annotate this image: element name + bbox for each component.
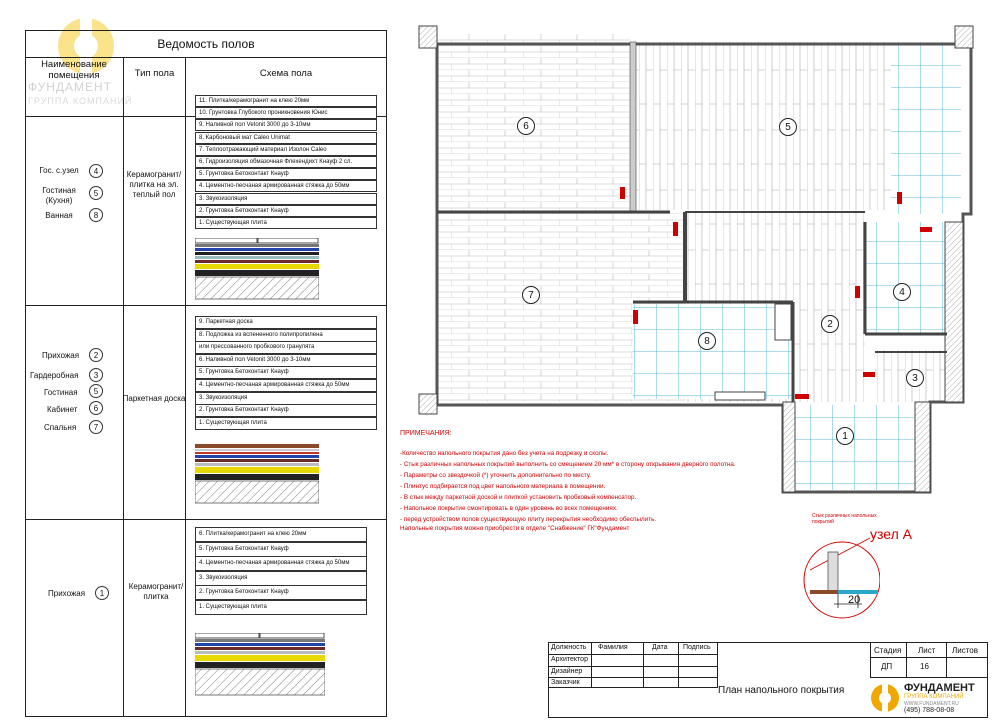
room-number-badge: 5 [89, 186, 103, 200]
stamp-header-date: Дата [652, 644, 668, 651]
note-line: - В стык между паркетной доской и плиткой установить пробковый компенсатор. [400, 494, 637, 501]
room-number-badge: 6 [89, 401, 103, 415]
layer-row: 2. Грунтовка Бетоконтакт Кнауф [195, 585, 367, 600]
note-line: - Параметры со звездочкой (*) уточнить дополнительно по месту. [400, 472, 591, 479]
note-line: - Напольное покрытие смонтировать в один уровень во всех помещениях. [400, 505, 618, 512]
layer-row: 9. Паркетная доска [195, 316, 377, 329]
stamp-header-stage: Стадия [874, 646, 902, 655]
layer-row: 6. Гидроизоляция обмазочная Флехендихт Кнауф 2 сл. [195, 156, 377, 168]
node-detail-drawing [800, 530, 880, 620]
col-header-rooms: Наименование помещения [41, 59, 107, 81]
sheet-title: План напольного покрытия [718, 685, 845, 696]
stamp-logo-site: WWW.FUNDAMENT.RU [904, 701, 959, 707]
layer-row: 6. Плитка/керамогранит на клею 20мм [195, 527, 367, 542]
room-name: Ванная [45, 211, 73, 220]
node-title: узел А [870, 526, 912, 542]
stamp-header-sign: Подпись [683, 644, 711, 651]
floor-type: Керамогранит/ плитка [128, 582, 184, 601]
note-line: - Стык различных напольных покрытий выполнить со смещением 20 мм* в сторону открывания дверного полотна. [400, 461, 736, 468]
layer-row: 3. Звукоизоляция [195, 193, 377, 205]
room-name: Гардеробная [30, 371, 79, 380]
node-caption: Стык различных напольных покрытий [812, 513, 877, 525]
layer-row: 3. Звукоизоляция [195, 571, 367, 586]
layer-row: 4. Цементно-песчаная армированная стяжка до 50мм [195, 379, 377, 392]
plan-room-5: 5 [779, 118, 797, 136]
stamp-logo-sub: ГРУППА КОМПАНИЙ [904, 694, 964, 700]
room-number-badge: 7 [89, 420, 103, 434]
room-name: Гос. с.узел [39, 166, 79, 175]
layer-row: 5. Грунтовка Бетоконтакт Кнауф [195, 366, 377, 379]
plan-room-2: 2 [821, 315, 839, 333]
plan-room-7: 7 [522, 286, 540, 304]
room-name: Прихожая [48, 589, 86, 598]
layer-row: 9. Наливной пол Vetonit 3000 до 3-10мм [195, 119, 377, 131]
layer-row: 5. Грунтовка Бетоконтакт Кнауф [195, 168, 377, 180]
plan-room-4: 4 [893, 283, 911, 301]
note-line: -Количество напольного покрытия дано без учета на подрезку и сколы. [400, 450, 609, 457]
floor-section-drawing [195, 238, 319, 300]
room-number-badge: 3 [89, 368, 103, 382]
stamp-header-role: Должность [551, 644, 587, 651]
layer-row: 8. Подложка из вспененного полипропилена [195, 329, 377, 342]
notes-title: ПРИМЕЧАНИЯ: [400, 430, 452, 437]
layer-row: 4. Цементно-песчаная армированная стяжка до 50мм [195, 556, 367, 571]
layer-row: 7. Теплоотражающий материал Изолон Caleo [195, 144, 377, 156]
logo-text: ФУНДАМЕНТ [28, 80, 112, 94]
layer-row: 1. Существующая плита [195, 417, 377, 430]
layer-row: 2. Грунтовка Бетоконтакт Кнауф [195, 205, 377, 217]
room-name: Спальня [44, 423, 77, 432]
logo-icon [870, 683, 900, 713]
logo-subtext: ГРУППА КОМПАНИЙ [28, 96, 133, 106]
room-number-badge: 2 [89, 348, 103, 362]
room-name: Кабинет [47, 405, 78, 414]
layer-row: 1. Существующая плита [195, 600, 367, 615]
col-header-type: Тип пола [134, 68, 175, 79]
stamp-logo-phone: (495) 788-08-08 [904, 707, 955, 714]
stamp-header-surname: Фамилия [598, 644, 628, 651]
floor-plan [415, 22, 975, 500]
schedule-title: Ведомость полов [157, 37, 255, 51]
floor-section-drawing [195, 444, 319, 504]
layer-row: 4. Цементно-песчаная армированная стяжка до 50мм [195, 180, 377, 192]
stamp-logo-name: ФУНДАМЕНТ [904, 682, 975, 694]
layer-row: 10. Грунтовка Глубокого проникновения Юнис [195, 107, 377, 119]
layer-row: 3. Звукоизоляция [195, 392, 377, 405]
plan-room-1: 1 [836, 427, 854, 445]
room-number-badge: 1 [95, 586, 109, 600]
layer-row: 11. Плитка/керамогранит на клею 20мм [195, 95, 377, 107]
layer-row: 8. Карбоновый мат Caleo Unimat [195, 132, 377, 144]
room-number-badge: 4 [89, 164, 103, 178]
note-line: - Плинтус подбирается под цвет напольного материала в помещении. [400, 483, 606, 490]
floor-type: Керамогранит/ плитка на эл. теплый пол [126, 170, 182, 199]
room-number-badge: 5 [89, 384, 103, 398]
floor-type: Паркетная доска [122, 394, 186, 403]
stamp-stage: ДП [881, 662, 893, 671]
room-name: Прихожая [42, 351, 80, 360]
layer-row: 2. Грунтовка Бетоконтакт Кнауф [195, 404, 377, 417]
layer-row: 6. Наливной пол Vetonit 3000 до 3-10мм [195, 354, 377, 367]
stamp-sheet: 16 [920, 662, 929, 671]
note-line: - перед устройством полов существующую плиту перекрытия необходимо обеспылить. [400, 516, 657, 523]
stamp-role: Архитектор [551, 656, 588, 663]
room-name: Гостиная [44, 388, 78, 397]
notes-supply: Напольные покрытия можно приобрести в отделе "Снабжение" ГК"Фундамент [400, 525, 630, 532]
layer-row: или прессованного пробкового гранулята [195, 341, 377, 354]
layer-row: 5. Грунтовка Бетоконтакт Кнауф [195, 542, 367, 557]
plan-room-8: 8 [698, 332, 716, 350]
stamp-header-sheet: Лист [918, 646, 936, 655]
stamp-role: Заказчик [551, 679, 580, 686]
title-block [548, 642, 988, 718]
layer-row: 1. Существующая плита [195, 217, 377, 229]
floor-section-drawing [195, 633, 325, 697]
room-name: Гостиная (Кухня) [42, 186, 76, 205]
stamp-role: Дизайнер [551, 668, 583, 675]
plan-room-3: 3 [906, 369, 924, 387]
plan-room-6: 6 [517, 117, 535, 135]
stamp-logo [868, 680, 988, 718]
stamp-header-sheets: Листов [952, 646, 978, 655]
col-header-scheme: Схема пола [259, 68, 313, 79]
node-dimension: 20 [848, 594, 861, 606]
room-number-badge: 8 [89, 208, 103, 222]
